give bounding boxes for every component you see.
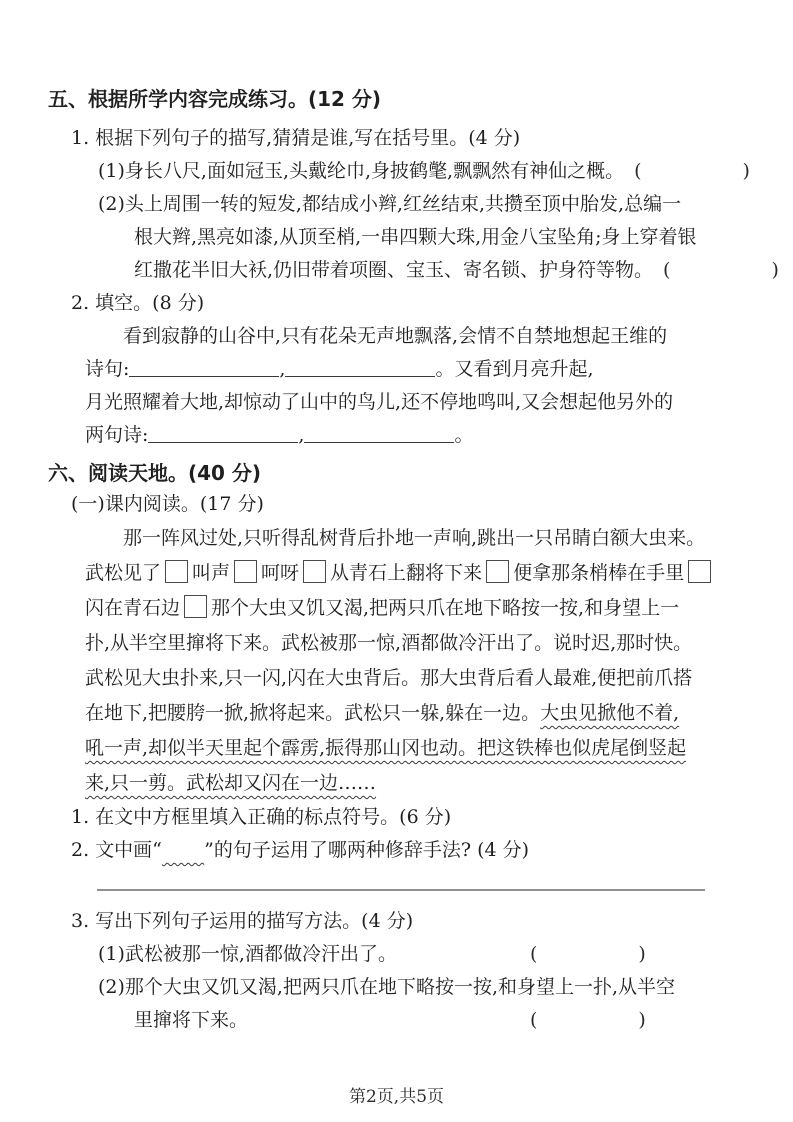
punctuation-box — [184, 595, 207, 618]
s5-q2-text3: 。又看到月亮升起, — [435, 358, 594, 380]
fill-blank — [285, 363, 435, 377]
s5-q2-heading: 2. 填空。(8 分) — [71, 292, 205, 314]
section5-heading: 五、根据所学内容完成练习。(12 分) — [48, 87, 382, 111]
passage-line-4 — [0, 626, 793, 661]
section6-heading: 六、阅读天地。(40 分) — [48, 461, 262, 485]
answer-paren: ( ) — [530, 943, 647, 965]
s5-q1-item1-text: (1)身长八尺,面如冠玉,头戴纶巾,身披鹤氅,飘飘然有神仙之概。 — [98, 160, 625, 182]
s5-q1-item2-text3: 红撒花半旧大袄,仍旧带着项圈、宝玉、寄名锁、护身符等物。 — [134, 259, 654, 281]
s5-q1-item2-line2 — [0, 221, 793, 254]
s6-q2-suffix: ”的句子运用了哪两种修辞手法? (4 分) — [204, 839, 530, 861]
answer-line — [97, 889, 705, 891]
s6-q3-item2-text1: (2)那个大虫又饥又渴,把两只爪在地下略按一按,和身望上一扑,从半空 — [98, 976, 676, 998]
s5-q1-item2-text2: 根大辫,黑亮如漆,从顶至梢,一串四颗大珠,用金八宝坠角;身上穿着银 — [134, 226, 697, 248]
answer-paren: ( ) — [663, 259, 780, 281]
passage-text: 便拿那条梢棒在手里 — [513, 562, 685, 584]
passage-text: 从青石上翻将下来 — [330, 562, 483, 584]
fill-blank — [304, 429, 454, 443]
s6-q3-item1 — [0, 938, 793, 971]
s6-q3-heading: 3. 写出下列句子运用的描写方法。(4 分) — [71, 910, 414, 932]
s5-q2-text1: 看到寂静的山谷中,只有花朵无声地飘落,会情不自禁地想起王维的 — [123, 325, 668, 347]
answer-paren: ( ) — [634, 160, 751, 182]
passage-text: 扑,从半空里撺将下来。武松被那一惊,酒都做冷汗出了。说时迟,那时快。 — [85, 632, 693, 654]
passage-text: 闪在青石边 — [85, 597, 181, 619]
wavy-underlined-text: 来,只一剪。武松却又闪在一边…… — [85, 772, 377, 794]
s6-part1-heading: (一)课内阅读。(17 分) — [71, 493, 264, 515]
wavy-underlined-text: 大虫见掀他不着, — [540, 702, 680, 724]
fill-blank — [129, 363, 279, 377]
s6-q2-prefix: 2. 文中画“ — [71, 839, 162, 861]
s5-q1-item2-text1: (2)头上周围一转的短发,都结成小辫,红丝结束,共攒至顶中胎发,总编一 — [98, 193, 682, 215]
answer-paren: ( ) — [530, 1009, 647, 1031]
punctuation-box — [165, 560, 188, 583]
punctuation-box — [234, 560, 257, 583]
punctuation-box — [486, 560, 509, 583]
s5-q2-text6: 。 — [454, 424, 474, 446]
s6-q3-item1-text: (1)武松被那一惊,酒都做冷汗出了。 — [98, 943, 397, 965]
s6-q3-item2-line1 — [0, 971, 793, 1004]
s5-q1-item2-line1 — [0, 188, 793, 221]
passage-text: 那一阵风过处,只听得乱树背后扑地一声响,跳出一只吊睛白额大虫来。 — [123, 527, 706, 549]
s5-q2-para-line1 — [0, 320, 793, 353]
fill-blank — [148, 429, 298, 443]
s5-q2-para-line4 — [0, 419, 793, 452]
punctuation-box — [303, 560, 326, 583]
s6-q3-item2-line2 — [0, 1004, 793, 1037]
passage-line-1 — [0, 521, 793, 556]
s5-q2-comma1: , — [279, 358, 286, 380]
s5-q1-item1 — [0, 155, 793, 188]
passage-line-7 — [0, 731, 793, 766]
s5-q2-text4: 月光照耀着大地,却惊动了山中的鸟儿,还不停地鸣叫,又会想起他另外的 — [85, 391, 674, 413]
s6-q1-heading: 1. 在文中方框里填入正确的标点符号。(6 分) — [71, 806, 452, 828]
passage-line-8 — [0, 766, 793, 801]
s6-q2-heading — [0, 834, 793, 867]
passage-text: 那个大虫又饥又渴,把两只爪在地下略按一按,和身望上一 — [211, 597, 680, 619]
punctuation-box — [688, 560, 711, 583]
page-number: 第2页,共5页 — [348, 1087, 445, 1107]
s6-q3-item2-text2: 里撺将下来。 — [134, 1009, 249, 1031]
wavy-line-sample — [162, 839, 204, 861]
passage-text: 呵呀 — [261, 562, 300, 584]
passage-text: 武松见大虫扑来,只一闪,闪在大虫背后。那大虫背后看人最难,便把前爪搭 — [85, 667, 693, 689]
s5-q2-para-line2 — [0, 353, 793, 386]
wavy-underlined-text: 吼一声,却似半天里起个霹雳,振得那山冈也动。把这铁棒也似虎尾倒竖起 — [85, 737, 687, 759]
s5-q2-text2: 诗句: — [85, 358, 130, 380]
s5-q2-comma2: , — [298, 424, 305, 446]
passage-line-6 — [0, 696, 793, 731]
s5-q1-item2-line3 — [0, 254, 793, 287]
passage-text: 武松见了 — [85, 562, 162, 584]
s5-q2-para-line3 — [0, 386, 793, 419]
passage-line-2 — [0, 556, 793, 591]
s5-q1-heading: 1. 根据下列句子的描写,猜猜是谁,写在括号里。(4 分) — [71, 127, 521, 149]
passage-line-3 — [0, 591, 793, 626]
s5-q2-text5: 两句诗: — [85, 424, 149, 446]
passage-text: 在地下,把腰胯一掀,掀将起来。武松只一躲,躲在一边。 — [85, 702, 541, 724]
passage-text: 叫声 — [192, 562, 231, 584]
passage-line-5 — [0, 661, 793, 696]
